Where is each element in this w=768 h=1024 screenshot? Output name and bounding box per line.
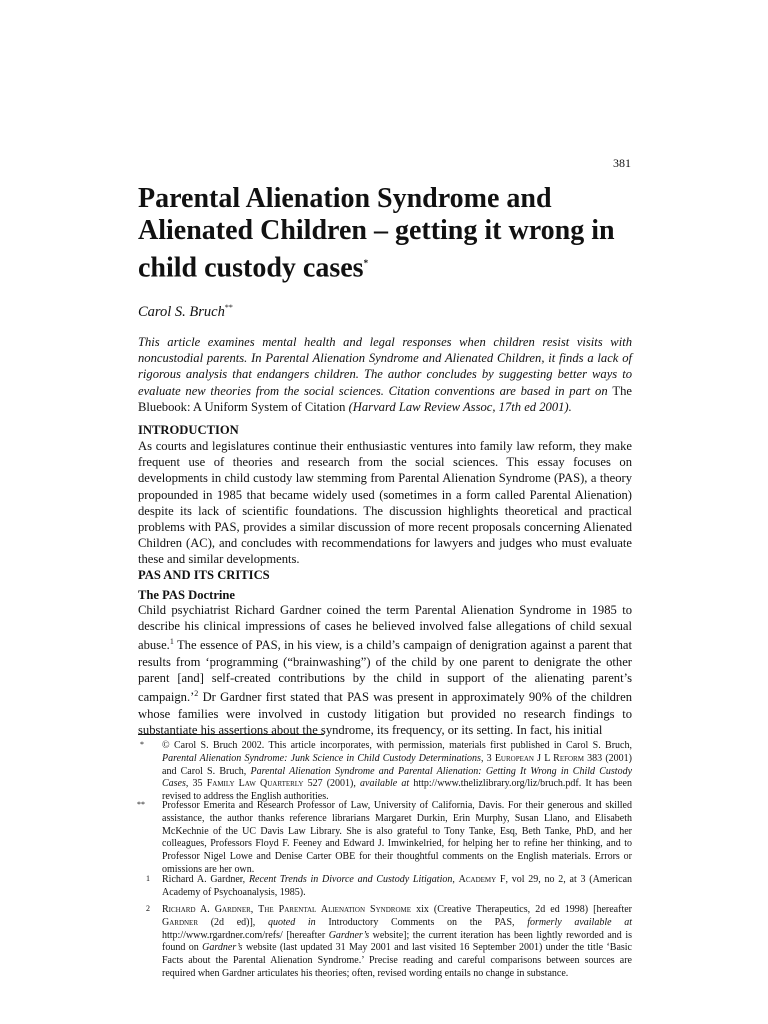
author-line [138, 303, 233, 321]
doctrine-text-1: Child psychiatrist Richard Gardner coined the term Parental Alienation Syndrome in 1985 to describe his clinical impressions of cases he believed involved false allegations of child sexual abuse. [138, 603, 632, 653]
fn1-text-a: Richard A. Gardner, [162, 874, 249, 885]
fn1-text-e: , vol 29, no 2, at 3 (American Academy of Psychoanalysis, 1985). [162, 874, 633, 898]
fn2-text-a: Richard A. Gardner, The Parental Alienation Syndrome [162, 904, 412, 915]
doctrine-text-2: The essence of PAS, in his view, is a child’s campaign of denigration against a parent that results from ‘programming (“brainwashing”) of the child by one parent to denigrate the other parent [and] self-created contributions by the child in support of the alienating parent’s campaign.’ [138, 638, 632, 705]
author-name: Carol S. Bruch [138, 303, 225, 320]
fn2-text-j: website]; the current iteration has been lightly reworded and is found on [162, 929, 632, 954]
doctrine-paragraph [138, 602, 632, 738]
fn2-text-h: http://www.rgardner.com/refs/ [hereafter [162, 929, 329, 941]
footnote-dstar-mark: ** [137, 800, 145, 809]
fn2-text-g: formerly available at [527, 916, 633, 928]
fn2-text-c: Gardner [162, 916, 199, 928]
heading-introduction: INTRODUCTION [138, 423, 239, 437]
abstract-text: This article examines mental health and legal responses when children resist visits with noncustodial parents. In Parental Alienation Syndrome and Alienated Children, it finds a lack of rigorous analysis that endangers children. The author concludes by suggesting better ways to evaluate new theories from the social sciences. Citation conventions are based in part on [138, 335, 632, 398]
page-number: 381 [613, 156, 631, 170]
abstract [138, 334, 632, 415]
fn2-text-f: Introductory Comments on the PAS, [315, 916, 528, 928]
fn1-text-c: , [452, 874, 459, 885]
doctrine-text-3: Dr Gardner first stated that PAS was present in approximately 90% of the children whose families were involved in custody litigation but provided no research findings to substantiate his assertions about the syndrome, its frequency, or its setting. In fact, his initial [138, 690, 632, 737]
footnote-2 [162, 904, 632, 981]
fn-star-text-h: Family Law Quarterly [206, 778, 304, 790]
fn-star-text-f: Parental Alienation Syndrome and Parental Alienation: Getting It Wrong in Child Custody Cases [162, 765, 633, 790]
fn2-text-k: Gardner’s [202, 942, 243, 954]
footnote-ref-2[interactable]: 2 [194, 689, 199, 699]
fn-star-text-b: Parental Alienation Syndrome: Junk Science in Child Custody Determinations [162, 752, 481, 764]
fn-star-text-g: , 35 [185, 778, 207, 790]
fn-star-text-d: European J L Reform [494, 752, 584, 764]
fn-star-text-a: © Carol S. Bruch 2002. This article incorporates, with permission, materials first published in Carol S. Bruch, [162, 740, 632, 751]
fn-star-text-c: , 3 [480, 752, 495, 764]
heading-pas-doctrine: The PAS Doctrine [138, 588, 236, 602]
footnote-ref-1[interactable]: 1 [169, 637, 174, 647]
fn-star-text-j: available at [360, 778, 410, 790]
fn2-text-b: xix (Creative Therapeutics, 2d ed 1998) [hereafter [411, 904, 632, 915]
fn-star-text-e: 383 (2001) and Carol S. Bruch, [162, 752, 632, 777]
footnote-2-mark: 2 [146, 904, 150, 913]
footnote-1-mark: 1 [146, 874, 150, 883]
footnote-divider [138, 734, 324, 735]
fn2-text-l: website (last updated 31 May 2001 and last visited 16 September 2001) under the title ‘Basic Facts about the Parental Alienation Syndrome.’ Precise reading and careful comparisons between sources are required when Gardner articulates his theories; often, revised wording entails no change in substance. [162, 942, 632, 979]
footnote-dstar: Professor Emerita and Research Professor of Law, University of California, Davis. For their generous and skilled assistance, the author thanks reference librarians Margaret Durkin, Erin Murphy, Susan Llano, and Elisabeth McKechnie of the UC Davis Law Library. She is also grateful to Tony Tanke, Esq, Beth Tanke, PhD, and her colleagues, Professors Floyd F. Feeney and Edward J. Imwinkelried, for helping her to refine her thinking, and to Professor Nigel Lowe and Denise Carter OBE for their thoughtful comments on the English materials. Errors or omissions are her own. [162, 800, 632, 875]
footnote-star-mark: * [140, 740, 144, 749]
footnote-star [162, 740, 632, 804]
title-text: Parental Alienation Syndrome and Alienated Children – getting it wrong in child custody cases [138, 183, 615, 284]
abstract-tail: (Harvard Law Review Assoc, 17th ed 2001). [345, 399, 572, 414]
article-title [138, 183, 638, 284]
intro-paragraph: As courts and legislatures continue their enthusiastic ventures into family law reform, they make frequent use of theories and research from the social sciences. This essay focuses on developments in child custody law stemming from Parental Alienation Syndrome (PAS), a theory propounded in 1985 that became widely used (sometimes in a form called Parental Alienation) despite its lack of scientific foundations. The discussion highlights theoretical and practical problems with PAS, provides a similar discussion of more recent proposals concerning Alienated Children (AC), and concludes with recommendations for lawyers and judges who must evaluate these and similar developments. [138, 439, 632, 567]
fn2-text-e: quoted in [267, 916, 316, 928]
fn2-text-d: (2d ed)], [198, 916, 268, 928]
author-footnote-mark: ** [224, 303, 233, 312]
heading-pas-critics: PAS AND ITS CRITICS [138, 568, 270, 582]
fn1-text-d: Academy F [458, 874, 506, 885]
abstract-bluebook: The Bluebook: A Uniform System of Citation [138, 383, 632, 414]
footnote-1 [162, 874, 632, 900]
fn2-text-i: Gardner’s [328, 929, 370, 941]
fn-star-text-k: http://www.thelizlibrary.org/liz/bruch.pdf. It has been revised to address the English authorities. [162, 778, 632, 803]
fn1-text-b: Recent Trends in Divorce and Custody Litigation [248, 874, 453, 885]
title-footnote-mark: * [363, 258, 369, 268]
fn-star-text-i: 527 (2001), [303, 778, 361, 790]
